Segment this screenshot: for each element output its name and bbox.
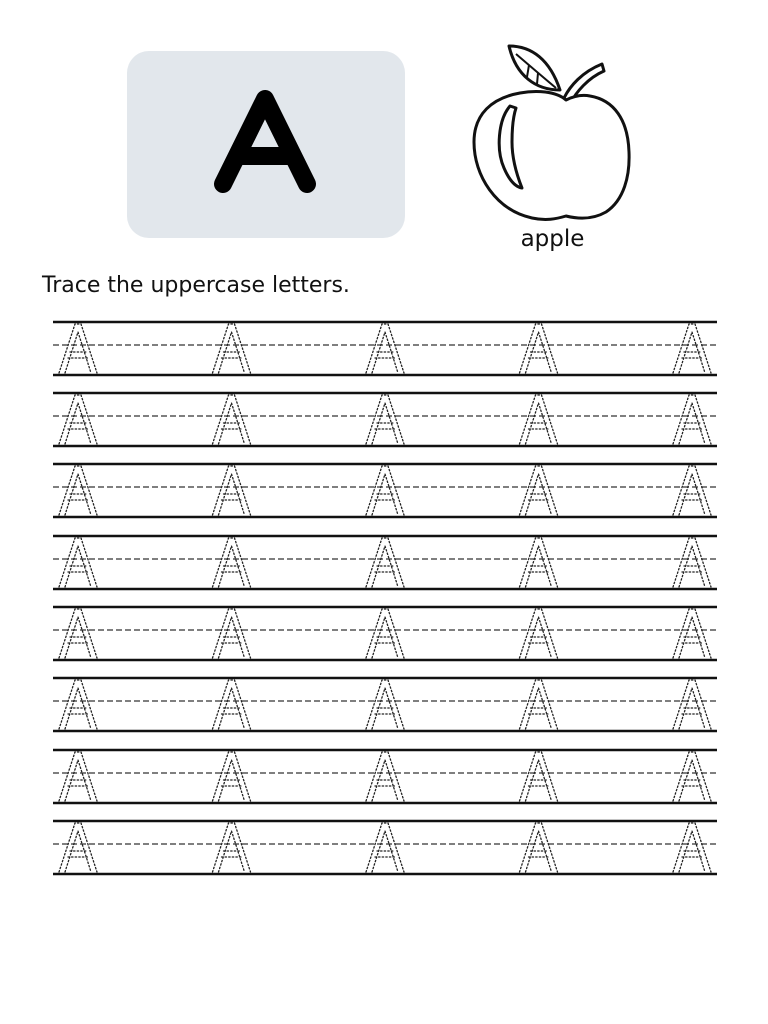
trace-letter-a	[366, 538, 404, 587]
tracing-practice-area	[50, 318, 720, 883]
trace-letter-a	[673, 538, 711, 587]
trace-letter-a	[59, 752, 97, 801]
trace-letter-a	[520, 609, 558, 658]
trace-letter-a	[366, 466, 404, 515]
trace-letter-a	[366, 395, 404, 444]
trace-letter-a	[673, 395, 711, 444]
trace-letter-a	[213, 466, 251, 515]
trace-letter-a	[59, 466, 97, 515]
trace-letter-a	[59, 823, 97, 872]
trace-letter-a	[673, 823, 711, 872]
trace-letter-a	[366, 609, 404, 658]
tracing-row	[50, 389, 720, 449]
trace-letter-a	[59, 395, 97, 444]
tracing-row	[50, 746, 720, 806]
featured-letter-a	[127, 51, 405, 238]
trace-letter-a	[213, 752, 251, 801]
trace-letter-a	[673, 609, 711, 658]
tracing-row	[50, 603, 720, 663]
trace-letter-a	[213, 395, 251, 444]
trace-letter-a	[59, 324, 97, 373]
tracing-row	[50, 674, 720, 734]
trace-letter-a	[213, 538, 251, 587]
trace-letter-a	[673, 680, 711, 729]
tracing-row	[50, 460, 720, 520]
trace-letter-a	[520, 395, 558, 444]
trace-letter-a	[520, 324, 558, 373]
picture-word: apple	[520, 226, 585, 252]
trace-letter-a	[520, 680, 558, 729]
trace-letter-a	[366, 324, 404, 373]
trace-letter-a	[213, 680, 251, 729]
trace-letter-a	[213, 823, 251, 872]
trace-letter-a	[213, 324, 251, 373]
trace-letter-a	[59, 680, 97, 729]
featured-letter-card	[127, 51, 405, 238]
trace-letter-a	[366, 680, 404, 729]
trace-letter-a	[520, 823, 558, 872]
trace-letter-a	[366, 823, 404, 872]
trace-letter-a	[213, 609, 251, 658]
trace-letter-a	[673, 466, 711, 515]
trace-letter-a	[520, 538, 558, 587]
apple-icon	[466, 40, 638, 225]
instruction-text: Trace the uppercase letters.	[42, 273, 350, 298]
trace-letter-a	[59, 538, 97, 587]
trace-letter-a	[673, 324, 711, 373]
tracing-row	[50, 318, 720, 378]
trace-letter-a	[59, 609, 97, 658]
trace-letter-a	[520, 466, 558, 515]
tracing-row	[50, 817, 720, 877]
trace-letter-a	[520, 752, 558, 801]
tracing-row	[50, 532, 720, 592]
trace-letter-a	[366, 752, 404, 801]
trace-letter-a	[673, 752, 711, 801]
